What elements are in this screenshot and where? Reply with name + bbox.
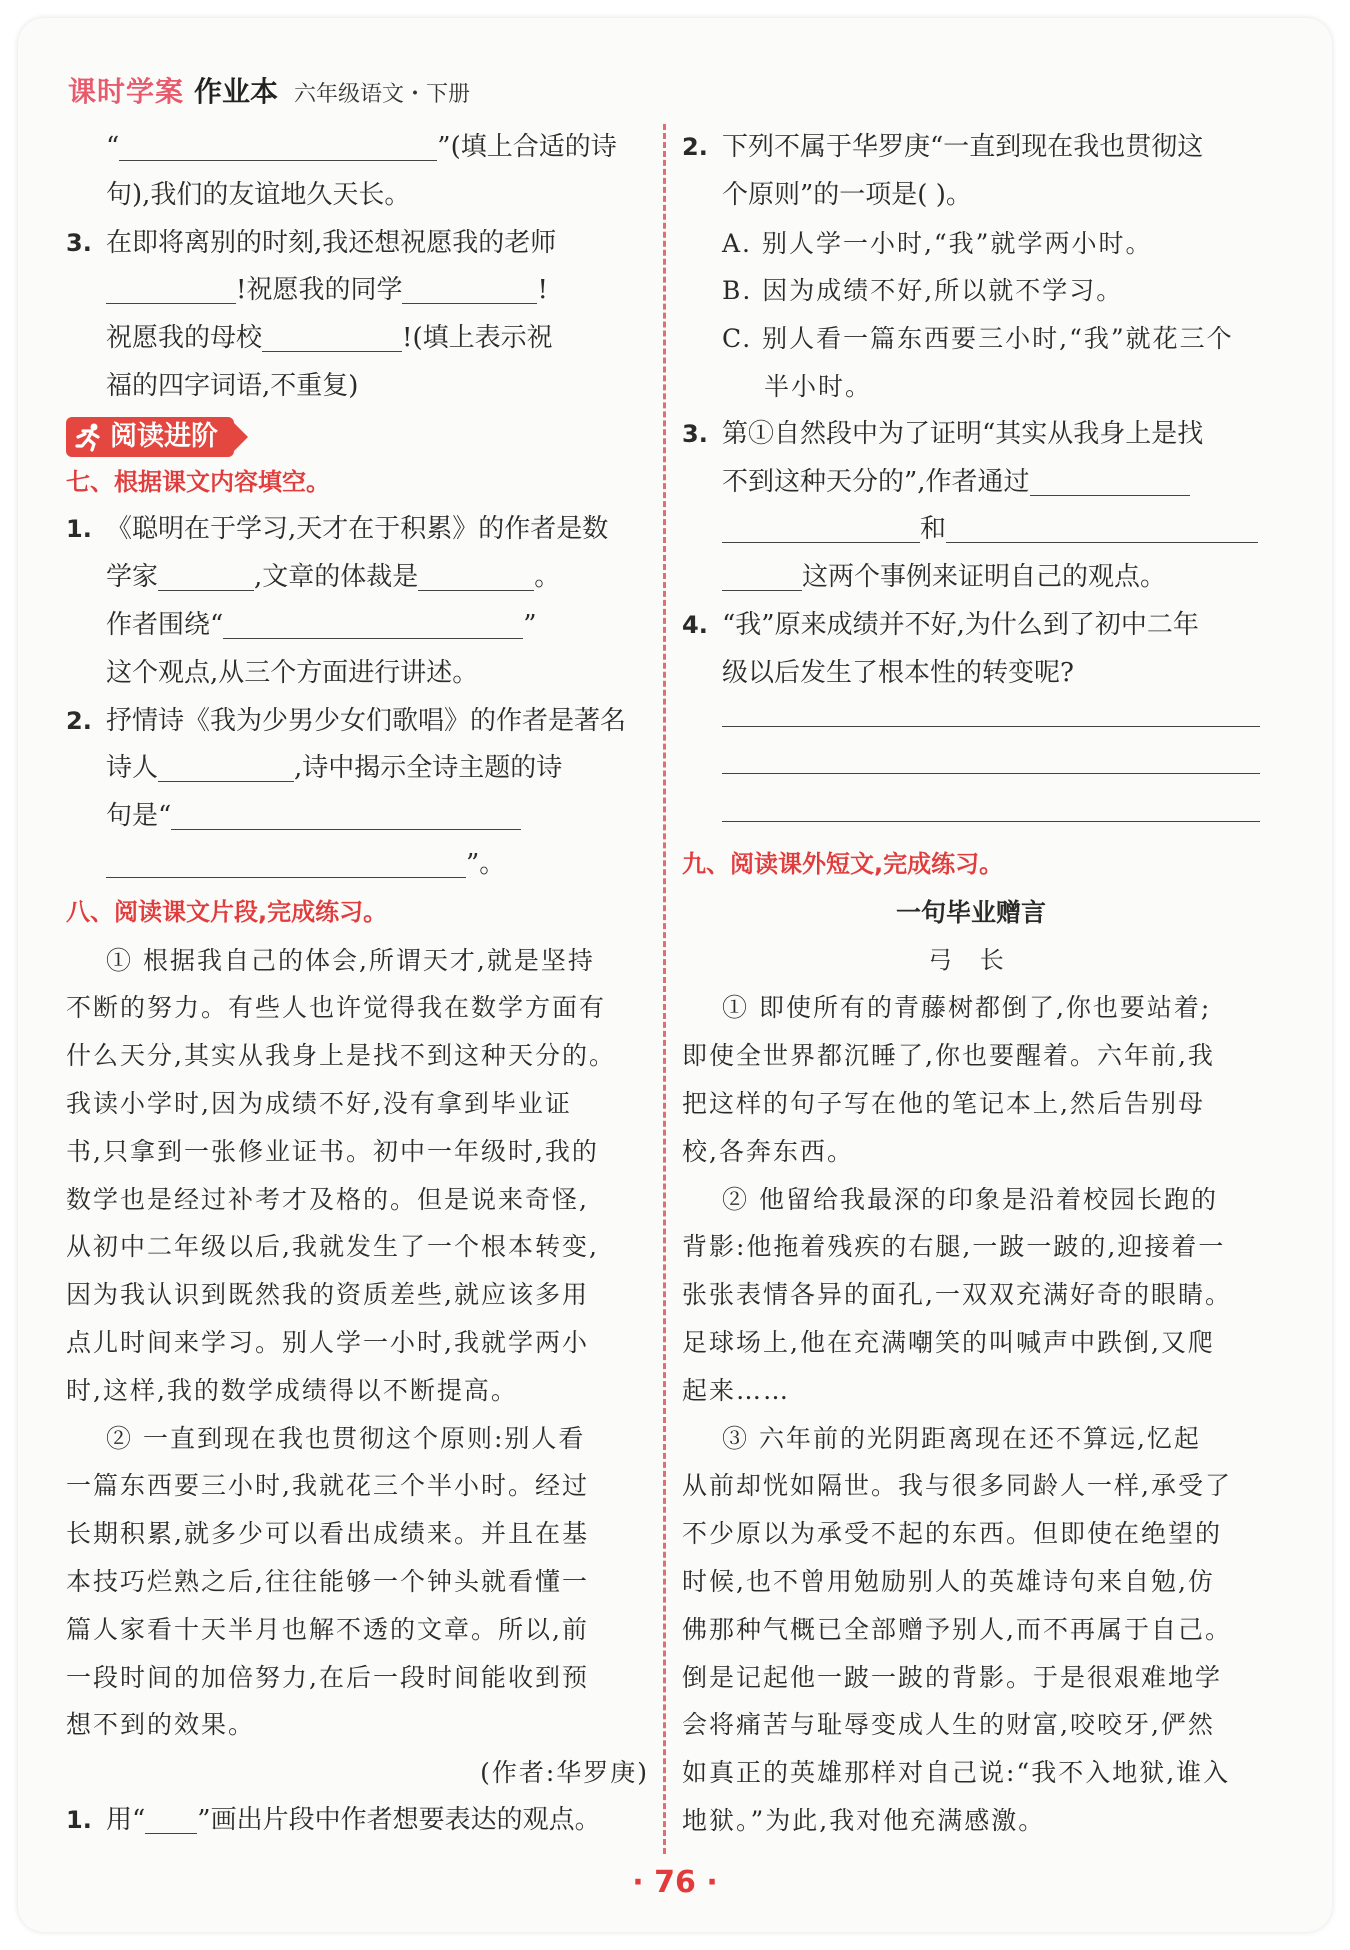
reading-advance-badge: 阅读进阶 — [66, 417, 234, 457]
passage-line: ② 一直到现在我也贯彻这个原则:别人看 — [106, 1423, 586, 1453]
story-line: ③ 六年前的光阴距离现在还不算远,忆起 — [722, 1423, 1201, 1453]
option-c-line-2: 半小时。 — [764, 371, 873, 401]
r-question-3: 3. 第①自然段中为了证明“其实从我身上是找 — [682, 418, 1204, 449]
story-line: 背影:他拖着残疾的右腿,一跛一跛的,迎接着一 — [682, 1232, 1226, 1262]
story-line: 从前却恍如隔世。我与很多同龄人一样,承受了 — [682, 1471, 1232, 1501]
r-question-3-line-2: 不到这种天分的”,作者通过 — [682, 459, 1260, 507]
s7-question-2: 2. 抒情诗《我为少男少女们歌唱》的作者是著名 — [66, 705, 627, 736]
story-line: 校,各奔东西。 — [682, 1136, 854, 1166]
story-line: ① 即使所有的青藤树都倒了,你也要站着; — [722, 993, 1212, 1023]
story-line: 足球场上,他在充满嘲笑的叫喊声中跌倒,又爬 — [682, 1327, 1215, 1357]
passage-line: 书,只拿到一张修业证书。初中一年级时,我的 — [66, 1136, 599, 1166]
answer-line-3[interactable] — [682, 793, 1260, 841]
example-blank-1[interactable] — [1030, 463, 1190, 496]
s7-question-1-line-2: 学家 ,文章的体裁是 。 — [66, 554, 649, 602]
passage-attribution: (作者:华罗庚) — [480, 1758, 649, 1788]
passage-paragraph-1 — [66, 937, 649, 1415]
classmate-wish-blank[interactable] — [402, 271, 537, 304]
passage-line: 什么天分,其实从我身上是找不到这种天分的。 — [66, 1041, 616, 1071]
story-line: 起来…… — [682, 1375, 791, 1405]
r-question-4-line-2: 级以后发生了根本性的转变呢? — [722, 657, 1074, 688]
story-line: 地狱。”为此,我对他充满感激。 — [682, 1805, 1046, 1835]
mathematician-blank[interactable] — [158, 558, 254, 591]
r-question-2-line-2: 个原则”的一项是( )。 — [722, 179, 972, 210]
right-column — [682, 124, 1260, 1845]
passage-line: 一段时间的加倍努力,在后一段时间能收到预 — [66, 1662, 589, 1692]
book-subtitle: 六年级语文・下册 — [294, 82, 471, 107]
story-paragraph-1 — [682, 984, 1260, 1175]
reading-badge-row — [66, 411, 649, 459]
r-question-3-line-4: 这两个事例来证明自己的观点。 — [682, 554, 1260, 602]
option-b[interactable]: B. 因为成绩不好,所以就不学习。 — [722, 276, 1124, 306]
s8-question-1: 1. 用“ ”画出片段中作者想要表达的观点。 — [66, 1804, 601, 1835]
page-number: · 76 · — [632, 1865, 718, 1900]
section-8-heading: 八、阅读课文片段,完成练习。 — [66, 897, 388, 926]
r-question-3-line-3: 和 — [682, 506, 1260, 554]
underline-sample — [145, 1807, 197, 1834]
passage-line: 时,这样,我的数学成绩得以不断提高。 — [66, 1375, 518, 1405]
answer-line-2[interactable] — [682, 745, 1260, 793]
passage-line: 长期积累,就多少可以看出成绩来。并且在基 — [66, 1519, 589, 1549]
passage-line: 从初中二年级以后,我就发生了一个根本转变, — [66, 1232, 599, 1262]
story-line: 时候,也不曾用勉励别人的英雄诗句来自勉,仿 — [682, 1566, 1215, 1596]
story-paragraph-2 — [682, 1176, 1260, 1415]
brand-black: 作业本 — [194, 75, 279, 108]
passage-line: 不断的努力。有些人也许觉得我在数学方面有 — [66, 993, 607, 1023]
poet-blank[interactable] — [158, 749, 294, 782]
theme-line-blank-2[interactable] — [106, 845, 466, 878]
passage-line: 篇人家看十天半月也解不透的文章。所以,前 — [66, 1614, 589, 1644]
story-line: 不少原以为承受不起的东西。但即使在绝望的 — [682, 1519, 1223, 1549]
s7-question-2-line-3: 句是“ — [66, 793, 649, 841]
story-line: 张张表情各异的面孔,一双双充满好奇的眼睛。 — [682, 1280, 1232, 1310]
story-line: 倒是记起他一跛一跛的背影。于是很艰难地学 — [682, 1662, 1223, 1692]
school-wish-blank[interactable] — [262, 319, 402, 352]
passage-line: 一篇东西要三小时,我就花三个半小时。经过 — [66, 1471, 589, 1501]
viewpoint-blank[interactable] — [223, 606, 523, 639]
left-column — [66, 124, 649, 1845]
question-3-line-3: 祝愿我的母校 !(填上表示祝 — [66, 315, 649, 363]
passage-paragraph-2 — [66, 1415, 649, 1750]
passage-line: 因为我认识到既然我的资质差些,就应该多用 — [66, 1280, 589, 1310]
genre-blank[interactable] — [418, 558, 534, 591]
story-line: 佛那种气概已全部赠予别人,而不再属于自己。 — [682, 1614, 1232, 1644]
story-line: ② 他留给我最深的印象是沿着校园长跑的 — [722, 1184, 1218, 1214]
r-question-2: 2. 下列不属于华罗庚“一直到现在我也贯彻这 — [682, 132, 1204, 162]
example-blank-3[interactable] — [946, 510, 1258, 543]
passage-line: 点儿时间来学习。别人学一小时,我就学两小 — [66, 1327, 589, 1357]
passage-line: 数学也是经过补考才及格的。但是说来奇怪, — [66, 1184, 589, 1214]
example-blank-4[interactable] — [722, 558, 802, 591]
section-9-heading: 九、阅读课外短文,完成练习。 — [682, 849, 1004, 878]
option-a[interactable]: A. 别人学一小时,“我”就学两小时。 — [722, 228, 1153, 258]
r-question-4: 4. “我”原来成绩并不好,为什么到了初中二年 — [682, 609, 1199, 640]
brand-pink: 课时学案 — [68, 75, 185, 108]
poem-line-row-2: 句),我们的友谊地久天长。 — [106, 179, 411, 210]
s7-question-1-line-3: 作者围绕“ ” — [66, 602, 649, 650]
passage-line: ① 根据我自己的体会,所谓天才,就是坚持 — [106, 945, 595, 975]
s7-question-1-line-4: 这个观点,从三个方面进行讲述。 — [106, 657, 479, 688]
option-c[interactable]: C. 别人看一篇东西要三小时,“我”就花三个 — [722, 324, 1234, 354]
teacher-wish-blank[interactable] — [106, 271, 236, 304]
section-7-heading: 七、根据课文内容填空。 — [66, 467, 330, 496]
theme-line-blank[interactable] — [171, 797, 521, 830]
column-divider — [663, 124, 666, 1854]
runner-icon — [74, 422, 104, 452]
story-line: 把这样的句子写在他的笔记本上,然后告别母 — [682, 1088, 1205, 1118]
s7-question-1: 1. 《聪明在于学习,天才在于积累》的作者是数 — [66, 514, 609, 545]
question-3-line-4: 福的四字词语,不重复) — [106, 370, 359, 401]
story-line: 会将痛苦与耻辱变成人生的财富,咬咬牙,俨然 — [682, 1710, 1215, 1740]
question-3-line-2: !祝愿我的同学 ! — [66, 267, 649, 315]
example-blank-2[interactable] — [722, 510, 920, 543]
s7-question-2-line-2: 诗人 ,诗中揭示全诗主题的诗 — [66, 745, 649, 793]
poem-line-row: “ ”(填上合适的诗 — [66, 124, 649, 172]
story-line: 即使全世界都沉睡了,你也要醒着。六年前,我 — [682, 1041, 1215, 1071]
story-author: 弓 长 — [928, 945, 1014, 974]
page-header — [68, 70, 470, 110]
passage-line: 我读小学时,因为成绩不好,没有拿到毕业证 — [66, 1088, 572, 1118]
s7-question-2-line-4: ”。 — [66, 841, 649, 889]
story-paragraph-3 — [682, 1415, 1260, 1845]
story-title: 一句毕业赠言 — [895, 897, 1046, 927]
poem-blank[interactable] — [119, 128, 437, 161]
answer-line-1[interactable] — [682, 698, 1260, 746]
passage-line: 本技巧烂熟之后,往往能够一个钟头就看懂一 — [66, 1566, 589, 1596]
story-line: 如真正的英雄那样对自己说:“我不入地狱,谁入 — [682, 1758, 1231, 1788]
passage-line: 想不到的效果。 — [66, 1710, 256, 1740]
question-3: 3. 在即将离别的时刻,我还想祝愿我的老师 — [66, 227, 557, 258]
